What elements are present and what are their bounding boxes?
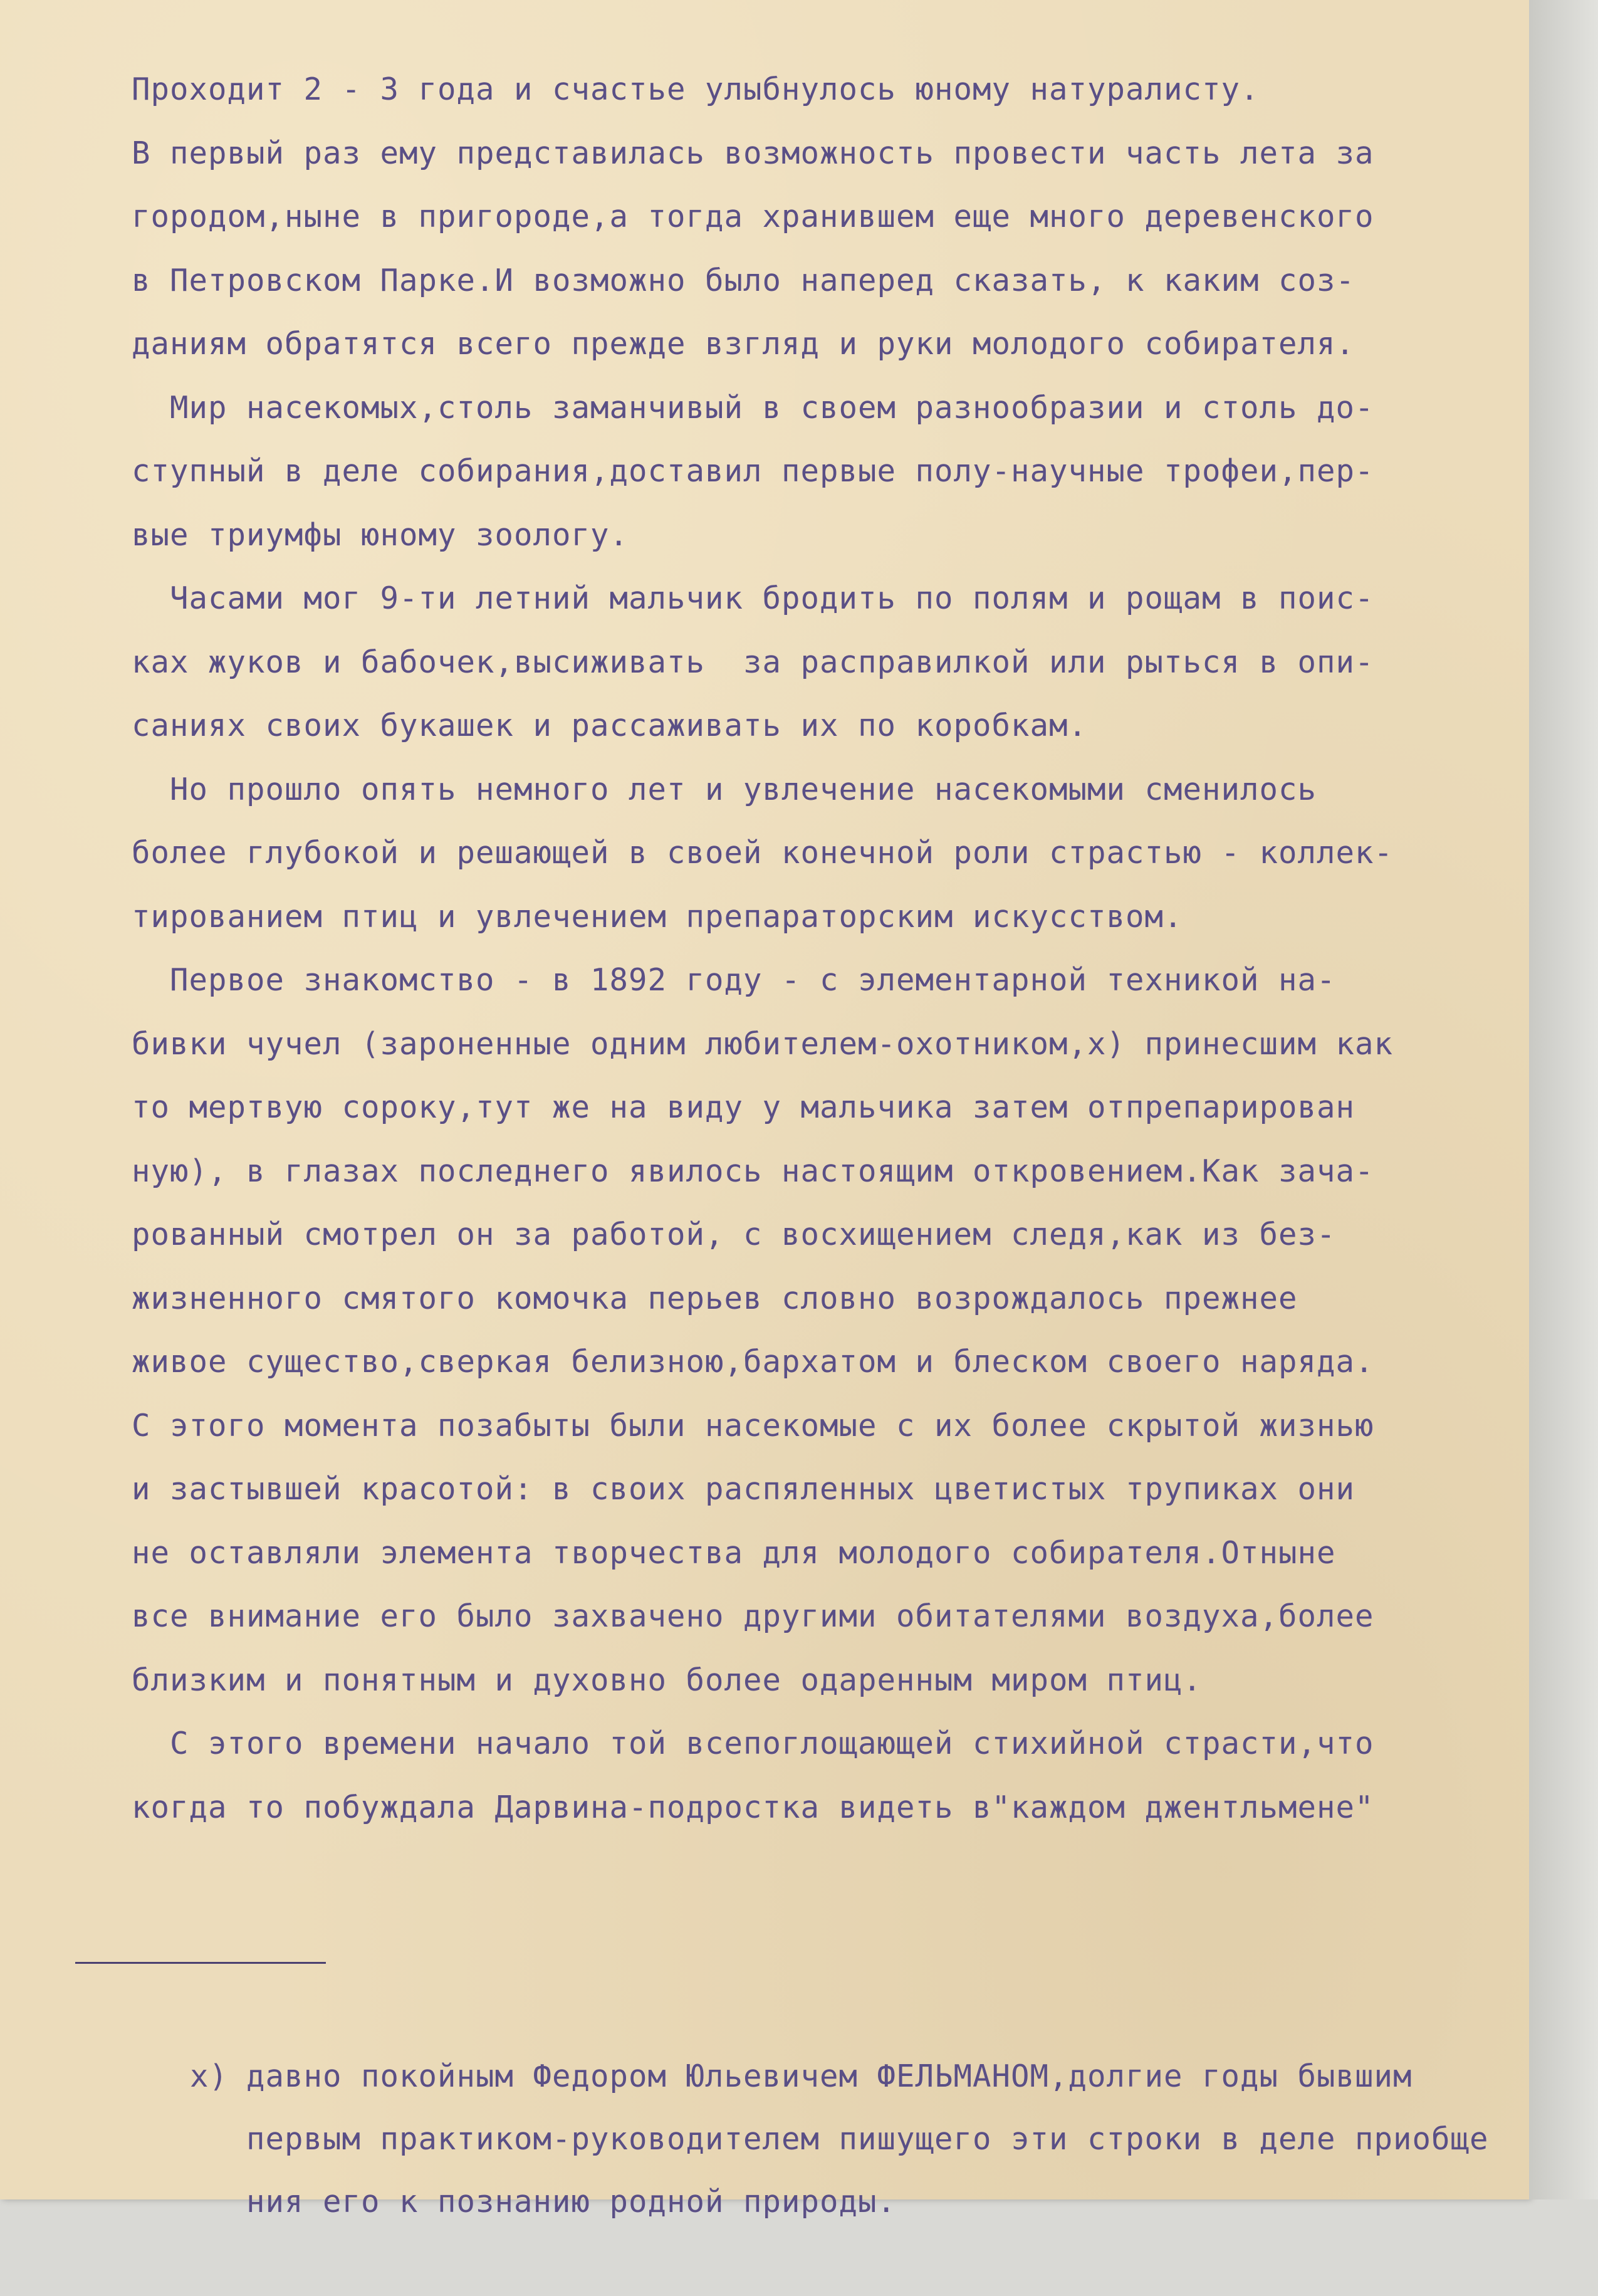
text-line: когда то побуждала Дарвина-подростка видеть в"каждом джентльмене" — [132, 1789, 1374, 1825]
typed-body — [132, 58, 1498, 1839]
text-line: В первый раз ему представилась возможность провести часть лета за — [132, 135, 1374, 171]
text-line: Проходит 2 - 3 года и счастье улыбнулось юному натуралисту. — [132, 71, 1260, 107]
text-line: в Петровском Парке.И возможно было наперед сказать, к каким соз- — [132, 262, 1355, 298]
text-line: саниях своих букашек и рассаживать их по коробкам. — [132, 708, 1088, 743]
scan-background-edge — [1529, 0, 1598, 2199]
text-line: то мертвую сороку,тут же на виду у мальчика затем отпрепарирован — [132, 1089, 1355, 1125]
text-line: живое существо,сверкая белизною,бархатом и блеском своего наряда. — [132, 1344, 1374, 1380]
footnote-divider — [75, 1962, 326, 1964]
text-line: городом,ныне в пригороде,а тогда хранившем еще много деревенского — [132, 199, 1374, 234]
text-line: ную), в глазах последнего явилось настоящим откровением.Как зача- — [132, 1153, 1374, 1189]
text-line: вые триумфы юному зоологу. — [132, 516, 629, 553]
footnote-text: ния его к познанию родной природы. — [246, 2184, 897, 2220]
text-line: ступный в деле собирания,доставил первые полу-научные трофеи,пер- — [132, 453, 1374, 489]
text-line: тированием птиц и увлечением препараторским искусством. — [132, 898, 1183, 935]
footnote-text: первым практиком-руководителем пишущего эти строки в деле приобще — [246, 2121, 1489, 2157]
text-line: Мир насекомых,столь заманчивый в своем разнообразии и столь до- — [132, 389, 1374, 426]
text-line: жизненного смятого комочка перьев словно возрождалось прежнее — [132, 1280, 1298, 1316]
text-line: бивки чучел (зароненные одним любителем-охотником,x) принесшим как — [132, 1025, 1394, 1062]
text-line: даниям обратятся всего прежде взгляд и руки молодого собирателя. — [132, 326, 1355, 362]
footnote-section — [75, 1962, 1504, 2220]
text-line: рованный смотрел он за работой, с восхищением следя,как из без- — [132, 1217, 1336, 1252]
text-line: и застывшей красотой: в своих распяленных цветистых трупиках они — [132, 1471, 1355, 1507]
text-line: С этого времени начало той всепоглощающей стихийной страсти,что — [132, 1726, 1374, 1761]
text-line: все внимание его было захвачено другими обитателями воздуха,более — [132, 1598, 1374, 1634]
footnote-marker: x) — [190, 2058, 229, 2094]
text-line: Часами мог 9-ти летний мальчик бродить по полям и рощам в поис- — [132, 580, 1374, 616]
text-line: близким и понятным и духовно более одаренным миром птиц. — [132, 1662, 1203, 1698]
footnote-text: давно покойным Федором Юльевичем ФЕЛЬМАНОМ,долгие годы бывшим — [246, 2058, 1413, 2094]
text-line: ках жуков и бабочек,высиживать за расправилкой или рыться в опи- — [132, 644, 1374, 680]
text-line: более глубокой и решающей в своей конечной роли страстью - коллек- — [132, 835, 1394, 871]
text-line: Но прошло опять немного лет и увлечение насекомыми сменилось — [132, 771, 1317, 807]
text-line: С этого момента позабыты были насекомые с их более скрытой жизнью — [132, 1407, 1374, 1444]
footnote-line — [75, 1983, 1504, 2094]
text-line: Первое знакомство - в 1892 году - с элементарной техникой на- — [132, 962, 1336, 998]
text-line: не оставляли элемента творчества для молодого собирателя.Отныне — [132, 1534, 1336, 1571]
